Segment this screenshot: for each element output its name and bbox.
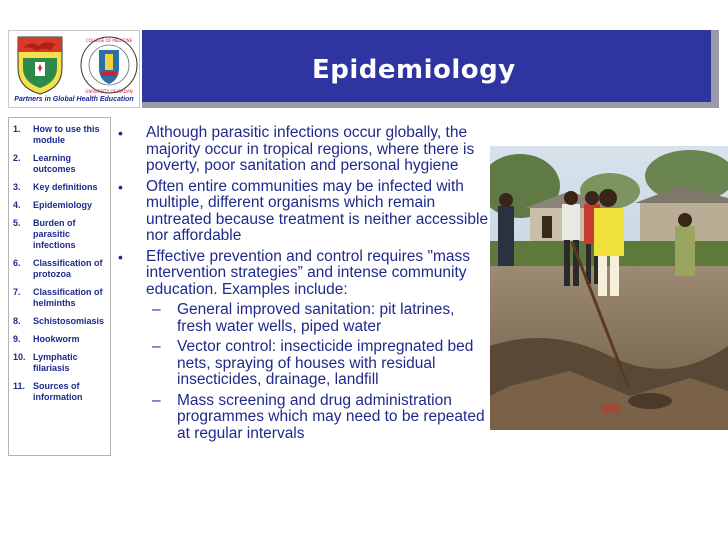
bullet-mark: • <box>118 125 123 141</box>
bullet-text: Effective prevention and control requires "mass intervention strategies” and intense community education. Examples include: <box>146 247 470 298</box>
sidebar-item-label: Sources of information <box>33 381 83 402</box>
sidebar-item-epidemiology[interactable] <box>13 200 108 211</box>
bullet-text: Although parasitic infections occur globally, the majority occur in tropical regions, where there is poverty, poor sanitation and personal hygiene <box>146 124 475 174</box>
sidebar-item-sources[interactable] <box>13 381 108 403</box>
sidebar-item-learning-outcomes[interactable] <box>13 153 108 175</box>
bullet-text: Often entire communities may be infected with multiple, different organisms which remain untreated because treatment is neither accessible nor affordable <box>146 177 489 244</box>
sidebar-item-number: 1. <box>13 124 21 134</box>
bullet-mark: • <box>118 178 123 195</box>
sub-bullet-point <box>116 393 492 443</box>
sidebar-item-label: Burden of parasitic infections <box>33 218 76 250</box>
sidebar-item-label: Schistosomiasis <box>33 316 105 326</box>
sidebar-item-number: 2. <box>13 153 21 163</box>
logo-box <box>8 30 140 108</box>
sub-bullet-mark: – <box>152 391 161 409</box>
sidebar-item-label: Lymphatic filariasis <box>33 352 78 373</box>
sub-bullet-text: General improved sanitation: pit latrines, fresh water wells, piped water <box>177 301 455 335</box>
sidebar-item-label: How to use this module <box>33 124 100 145</box>
sidebar-item-number: 4. <box>13 200 21 210</box>
sidebar-item-label: Classification of helminths <box>33 287 103 308</box>
sidebar-item-number: 10. <box>13 352 26 362</box>
sidebar-item-number: 9. <box>13 334 21 344</box>
sidebar-item-burden[interactable] <box>13 218 108 251</box>
svg-text:COLLEGE OF MEDICINE: COLLEGE OF MEDICINE <box>85 38 133 43</box>
sub-bullet-mark: – <box>152 301 161 318</box>
sub-bullet-text: Vector control: insecticide impregnated bed nets, spraying of houses with residual insecticides, drainage, landfill <box>177 338 474 388</box>
sidebar-item-schistosomiasis[interactable] <box>13 316 108 327</box>
bullet-point <box>116 249 492 299</box>
sidebar-item-label: Epidemiology <box>33 200 93 210</box>
bullet-point <box>116 125 492 175</box>
sidebar-item-number: 6. <box>13 258 21 268</box>
svg-text:UNIVERSITY OF IBADAN: UNIVERSITY OF IBADAN <box>85 89 133 94</box>
sub-bullet-text: Mass screening and drug administration programmes which may need to be repeated at regular intervals <box>177 391 485 442</box>
sidebar-item-label: Hookworm <box>33 334 80 344</box>
crest-icon <box>15 34 65 96</box>
sidebar-item-label: Learning outcomes <box>33 153 76 174</box>
sidebar-item-label: Key definitions <box>33 182 98 192</box>
bullet-point <box>116 179 492 245</box>
sidebar-item-protozoa[interactable] <box>13 258 108 280</box>
sub-bullet-point <box>116 339 492 389</box>
sub-bullet-point <box>116 302 492 335</box>
main-content <box>116 125 492 446</box>
community-sanitation-photo <box>490 146 728 430</box>
sidebar-item-number: 3. <box>13 182 21 192</box>
sub-bullet-mark: – <box>152 338 161 355</box>
sidebar-item-how-to-use[interactable] <box>13 124 108 146</box>
sidebar-item-number: 11. <box>13 381 26 391</box>
sidebar-item-number: 5. <box>13 218 21 228</box>
partners-caption: Partners in Global Health Education <box>14 96 134 103</box>
sidebar-item-helminths[interactable] <box>13 287 108 309</box>
sidebar-nav <box>8 117 111 456</box>
bullet-mark: • <box>118 248 123 265</box>
sidebar-item-number: 7. <box>13 287 21 297</box>
sidebar-item-filariasis[interactable] <box>13 352 108 374</box>
university-crest-icon <box>79 34 139 96</box>
sidebar-item-label: Classification of protozoa <box>33 258 103 279</box>
title-banner <box>142 30 719 108</box>
sidebar-item-key-definitions[interactable] <box>13 182 108 193</box>
sidebar-item-hookworm[interactable] <box>13 334 108 345</box>
sidebar-item-number: 8. <box>13 316 21 326</box>
page-title: Epidemiology <box>312 55 516 85</box>
